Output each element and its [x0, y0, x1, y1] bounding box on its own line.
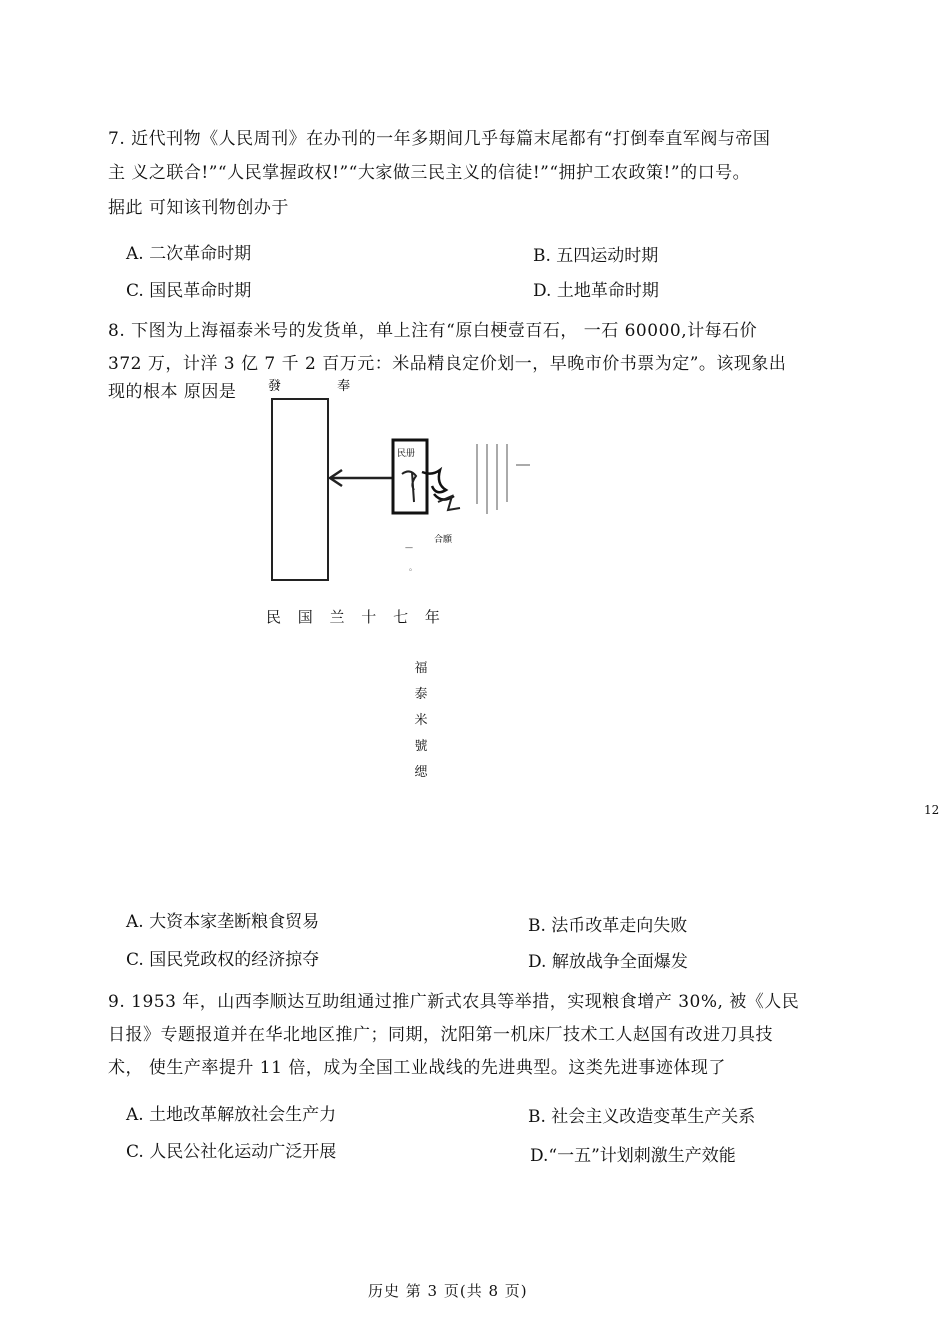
handwriting-scribble — [402, 470, 460, 510]
q8-option-b: B. 法币改革走向失败 — [528, 916, 688, 936]
figure-vertical-text — [411, 656, 431, 786]
invoice-drawing — [262, 374, 562, 584]
box-label: 民册 — [397, 449, 416, 459]
q9-line-3: 术， 使生产率提升 11 倍，成为全国工业战线的先进典型。这类先进事迹体现了 — [108, 1058, 726, 1078]
small-mark-2: 。 — [409, 563, 417, 572]
q9-option-a: A. 土地改革解放社会生产力 — [126, 1105, 337, 1125]
q7-option-c: C. 国民革命时期 — [126, 281, 252, 301]
vertical-char-3: 米 — [414, 713, 428, 728]
q9-option-c: C. 人民公社化运动广泛开展 — [126, 1142, 337, 1162]
q7-option-a: A. 二次革命时期 — [126, 244, 252, 264]
vertical-char-4: 號 — [414, 739, 428, 754]
vertical-char-5: 缌 — [414, 765, 428, 780]
q8-line-1: 8. 下图为上海福泰米号的发货单，单上注有“原白梗壹百石， 一石 60000,计每石价 — [108, 321, 758, 341]
invoice-strip-box — [272, 399, 328, 580]
q7-line-3: 据此 可知该刊物创办于 — [108, 198, 289, 218]
vertical-char-1: 福 — [414, 661, 428, 676]
q8-line-2: 372 万，计洋 3 亿 7 千 2 百万元：米品精良定价划一，早晚市价书票为定”。该现象出 — [108, 354, 787, 374]
q8-option-a: A. 大资本家垄断粮食贸易 — [126, 912, 320, 932]
vertical-char-2: 泰 — [414, 687, 428, 702]
small-mark: — — [405, 543, 413, 552]
q9-line-1: 9. 1953 年，山西李顺达互助组通过推广新式农具等举措，实现粮食增产 30%, 被《人民 — [108, 992, 800, 1012]
q9-option-b: B. 社会主义改造变革生产关系 — [528, 1107, 756, 1127]
q9-option-d: D.“一五”计划刺激生产效能 — [530, 1146, 736, 1166]
q8-option-c: C. 国民党政权的经济掠夺 — [126, 950, 320, 970]
q9-line-2: 日报》专题报道并在华北地区推广；同期，沈阳第一机床厂技术工人赵国有改进刀具技 — [108, 1025, 773, 1045]
q8-option-d: D. 解放战争全面爆发 — [528, 952, 688, 972]
figure-top-chars: 發 奉 — [268, 379, 377, 394]
stamp-chars: 合願 — [434, 535, 453, 545]
q7-option-b: B. 五四运动时期 — [533, 246, 659, 266]
invoice-figure — [262, 374, 562, 584]
q7-line-1: 7. 近代刊物《人民周刊》在办刊的一年多期间几乎每篇末尾都有“打倒奉直军阀与帝国 — [108, 129, 771, 149]
q8-line-3: 现的根本 原因是 — [108, 382, 237, 402]
page-footer: 历史 第 3 页(共 8 页) — [368, 1282, 528, 1300]
q7-option-d: D. 土地革命时期 — [533, 281, 659, 301]
faint-printed-text — [476, 444, 530, 514]
q7-line-2: 主 义之联合!”“人民掌握政权!”“大家做三民主义的信徒!”“拥护工农政策!”的口号。 — [108, 163, 751, 183]
figure-date-text: 民 国 兰 十 七 年 — [266, 608, 446, 626]
margin-page-number: 12 — [924, 803, 940, 817]
